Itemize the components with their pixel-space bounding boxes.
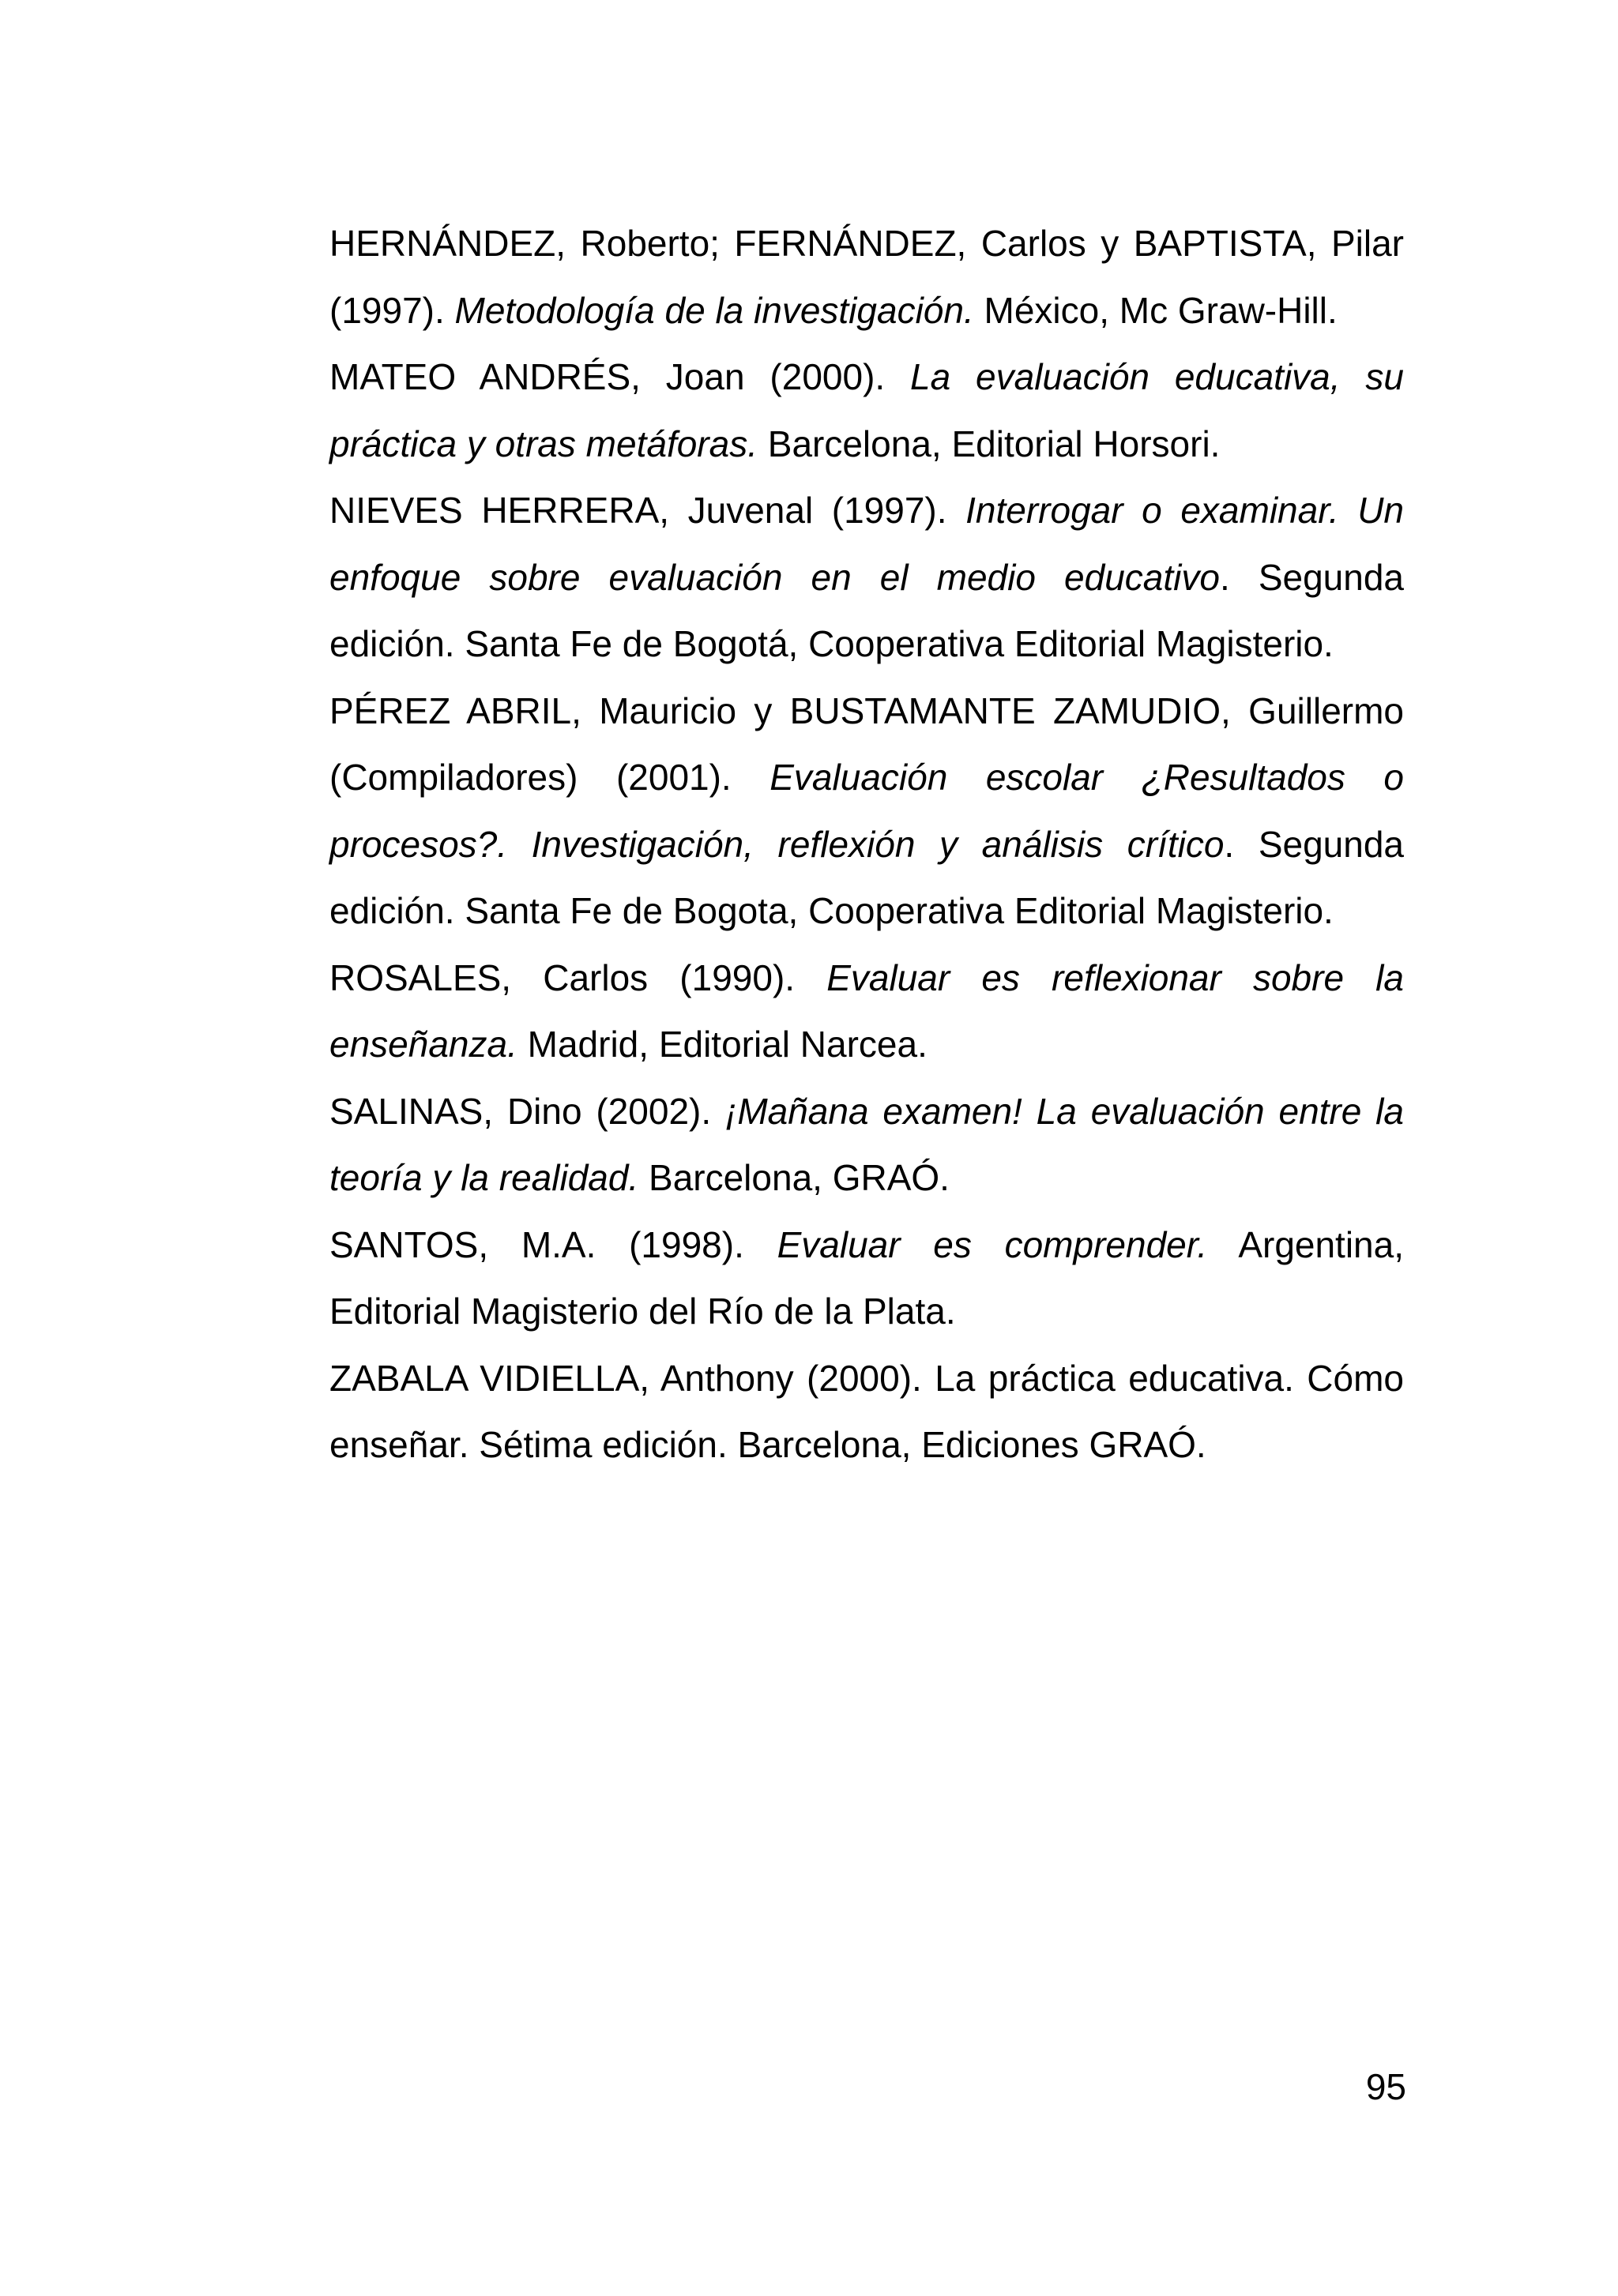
reference-publisher: Barcelona, Editorial Horsori.	[757, 423, 1221, 464]
reference-authors-year: SALINAS, Dino (2002).	[329, 1090, 725, 1132]
reference-authors-year: NIEVES HERRERA, Juvenal (1997).	[329, 490, 966, 531]
reference-publisher: . Segunda edición. Santa Fe de Bogotá, Cooperativa Editorial Magisterio.	[329, 556, 1404, 664]
reference-text: ZABALA VIDIELLA, Anthony (2000). La práctica educativa. Cómo enseñar. Sétima edición. Barcelona, Ediciones GRAÓ.	[329, 1357, 1404, 1465]
reference-entry	[329, 210, 1404, 344]
page-number: 95	[1365, 2066, 1406, 2107]
reference-entry	[329, 477, 1404, 678]
reference-title: Evaluar es comprender.	[777, 1223, 1208, 1265]
reference-publisher: . Segunda edición. Santa Fe de Bogota, Cooperativa Editorial Magisterio.	[329, 823, 1404, 931]
reference-authors-year: PÉREZ ABRIL, Mauricio y BUSTAMANTE ZAMUDIO, Guillermo (Compiladores) (2001).	[329, 690, 1404, 798]
reference-authors-year: MATEO ANDRÉS, Joan (2000).	[329, 356, 911, 397]
reference-entry	[329, 678, 1404, 945]
reference-title: ¡Mañana examen! La evaluación entre la teoría y la realidad.	[329, 1090, 1404, 1198]
reference-publisher: Barcelona, GRAÓ.	[638, 1157, 950, 1198]
reference-title: Evaluar es reflexionar sobre la enseñanza.	[329, 956, 1404, 1065]
reference-entry	[329, 945, 1404, 1078]
reference-entry	[329, 1212, 1404, 1345]
reference-title: Interrogar o examinar. Un enfoque sobre evaluación en el medio educativo	[329, 490, 1404, 598]
reference-authors-year: ROSALES, Carlos (1990).	[329, 956, 827, 998]
reference-title: Evaluación escolar ¿Resultados o procesos?. Investigación, reflexión y análisis crítico	[329, 757, 1404, 865]
bibliography-list	[329, 210, 1404, 1479]
reference-entry	[329, 344, 1404, 477]
reference-entry	[329, 1345, 1404, 1479]
reference-publisher: Argentina, Editorial Magisterio del Río de la Plata.	[329, 1223, 1405, 1332]
reference-authors-year: SANTOS, M.A. (1998).	[329, 1223, 777, 1265]
reference-title: Metodología de la investigación.	[454, 289, 974, 331]
reference-title: La evaluación educativa, su práctica y otras metáforas.	[329, 356, 1404, 464]
reference-publisher: México, Mc Graw-Hill.	[973, 289, 1338, 331]
reference-entry	[329, 1078, 1404, 1212]
reference-authors-year: HERNÁNDEZ, Roberto; FERNÁNDEZ, Carlos y BAPTISTA, Pilar (1997).	[329, 223, 1404, 331]
reference-publisher: Madrid, Editorial Narcea.	[517, 1024, 928, 1065]
